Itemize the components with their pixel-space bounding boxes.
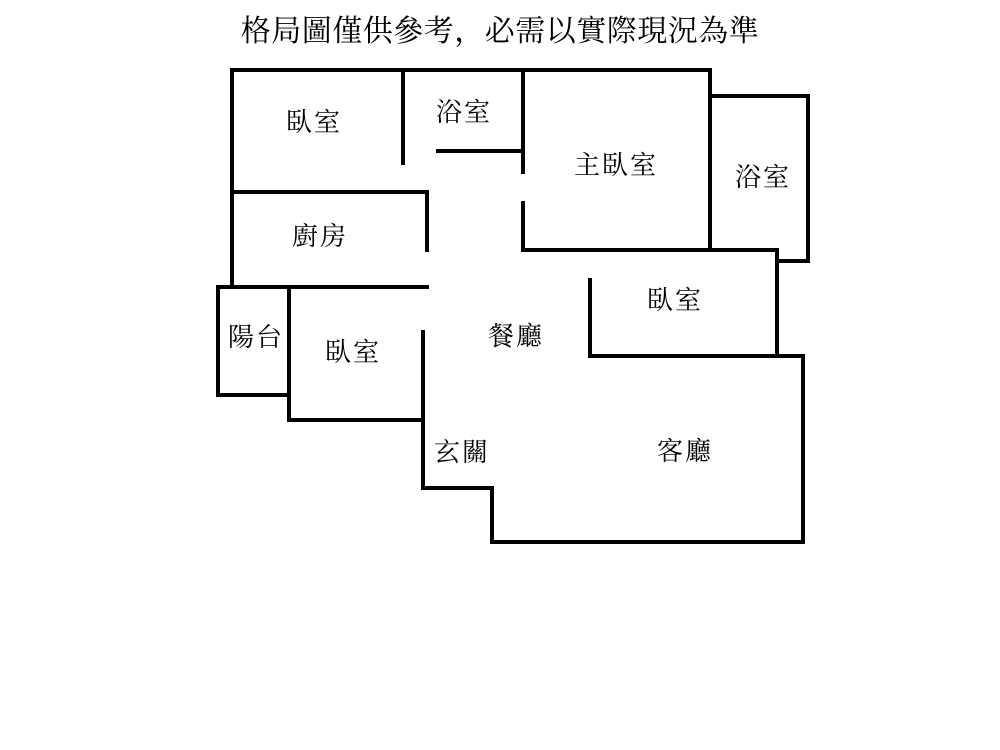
room-label-bathroom-top: 浴室 (435, 97, 493, 127)
wall-entry-step-vertical (490, 486, 494, 544)
wall-living-right (801, 354, 805, 544)
wall-balcony-bottom (216, 393, 291, 397)
wall-outer-left (230, 68, 234, 289)
room-label-bedroom-right: 臥室 (646, 285, 704, 315)
wall-bathroom-right-bottom (775, 259, 810, 263)
room-label-bedroom-left: 臥室 (324, 337, 382, 367)
wall-kitchen-top (230, 190, 429, 194)
wall-kitchen-right (425, 190, 429, 252)
room-label-dining-room: 餐廳 (487, 321, 545, 351)
disclaimer-title: 格局圖僅供參考，必需以實際現況為準 (240, 15, 760, 48)
wall-outer-top (230, 68, 712, 72)
wall-kitchen-bottom (216, 285, 429, 289)
wall-outer-bottom (490, 540, 805, 544)
room-label-bedroom-top-left: 臥室 (285, 107, 343, 137)
wall-master-left-upper (521, 68, 525, 174)
wall-bathroom-right-right (806, 94, 810, 263)
wall-entry-step-horizontal (421, 486, 494, 490)
wall-master-left-lower (521, 201, 525, 252)
wall-bedroom-right-left (588, 278, 592, 358)
wall-bedroom-tl-right (401, 68, 405, 165)
room-label-kitchen: 廚房 (291, 221, 349, 251)
room-label-bathroom-right: 浴室 (734, 162, 792, 192)
room-label-master-bedroom: 主臥室 (573, 150, 659, 180)
wall-bedroom-left-bottom (287, 418, 425, 422)
wall-bedroom-right-right (775, 248, 779, 358)
wall-bedroom-right-bottom (588, 354, 805, 358)
wall-bathroom-top-bottom (436, 149, 525, 153)
wall-balcony-left (216, 285, 220, 397)
wall-bathroom-right-top (708, 94, 810, 98)
room-label-living-room: 客廳 (656, 436, 714, 466)
wall-balcony-divider (287, 285, 291, 422)
wall-entry-left (421, 330, 425, 490)
wall-master-bottom (521, 248, 779, 252)
room-label-entryway: 玄關 (433, 437, 491, 467)
room-label-balcony: 陽台 (227, 322, 285, 352)
